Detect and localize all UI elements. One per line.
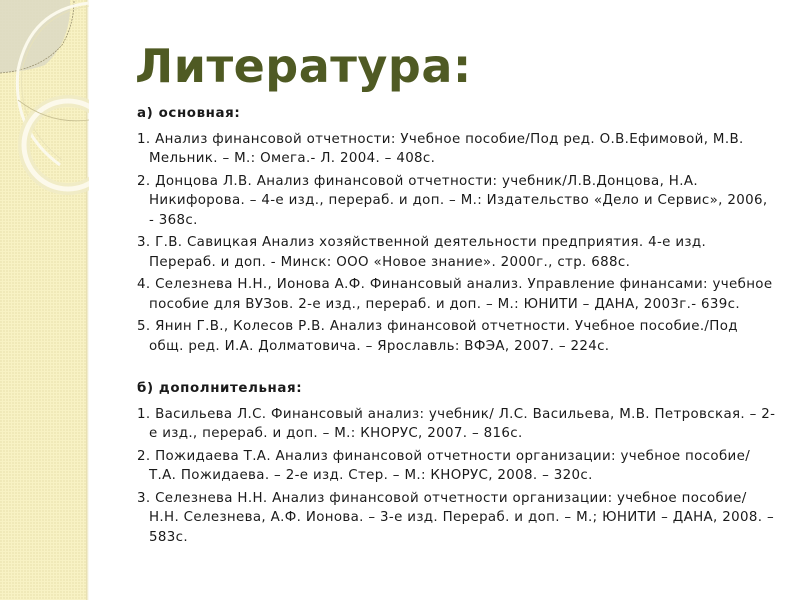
reference-item: 1. Анализ финансовой отчетности: Учебное пособие/Под ред. О.В.Ефимовой, М.В. Мельник. – М.: Омега.- Л. 2004. – 408с. [137, 131, 744, 166]
section-heading-additional: б) дополнительная: [137, 381, 303, 396]
section-spacer [137, 359, 777, 379]
reference-item: 3. Г.В. Савицкая Анализ хозяйственной деятельности предприятия. 4-е изд. Перераб. и доп. - Минск: ООО «Новое знание». 2000г., стр. 688с. [137, 235, 707, 270]
reference-item: 5. Янин Г.В., Колесов Р.В. Анализ финансовой отчетности. Учебное пособие./Под общ. ред. И.А. Долматовича. – Ярославль: ВФЭА, 2007. – 224с. [137, 319, 738, 354]
section-heading-main: а) основная: [137, 106, 241, 121]
reference-item: 4. Селезнева Н.Н., Ионова А.Ф. Финансовый анализ. Управление финансами: учебное пособие для ВУЗов. 2-е изд., перераб. и доп. – М.: ЮНИТИ – ДАНА, 2003г.- 639с. [137, 277, 773, 312]
page-title: Литература: [135, 39, 472, 93]
decorative-circles-icon [0, 0, 89, 300]
reference-item: 2. Донцова Л.В. Анализ финансовой отчетности: учебник/Л.В.Донцова, Н.А. Никифорова. – 4-е изд., перераб. и доп. – М.: Издательство «Дело и Сервис», 2006, - 368с. [137, 173, 768, 228]
reference-item: 3. Селезнева Н.Н. Анализ финансовой отчетности организации: учебное пособие/ Н.Н. Селезнева, А.Ф. Ионова. – 3-е изд. Перераб. и доп. – М.; ЮНИТИ – ДАНА, 2008. – 583с. [137, 490, 775, 545]
references-list [137, 104, 777, 550]
reference-item: 1. Васильева Л.С. Финансовый анализ: учебник/ Л.С. Васильева, М.В. Петровская. – 2-е изд., перераб. и доп. – М.: КНОРУС, 2007. – 816с. [137, 406, 776, 441]
reference-item: 2. Пожидаева Т.А. Анализ финансовой отчетности организации: учебное пособие/ Т.А. Пожидаева. – 2-е изд. Стер. – М.: КНОРУС, 2008. – 320с. [137, 448, 751, 483]
